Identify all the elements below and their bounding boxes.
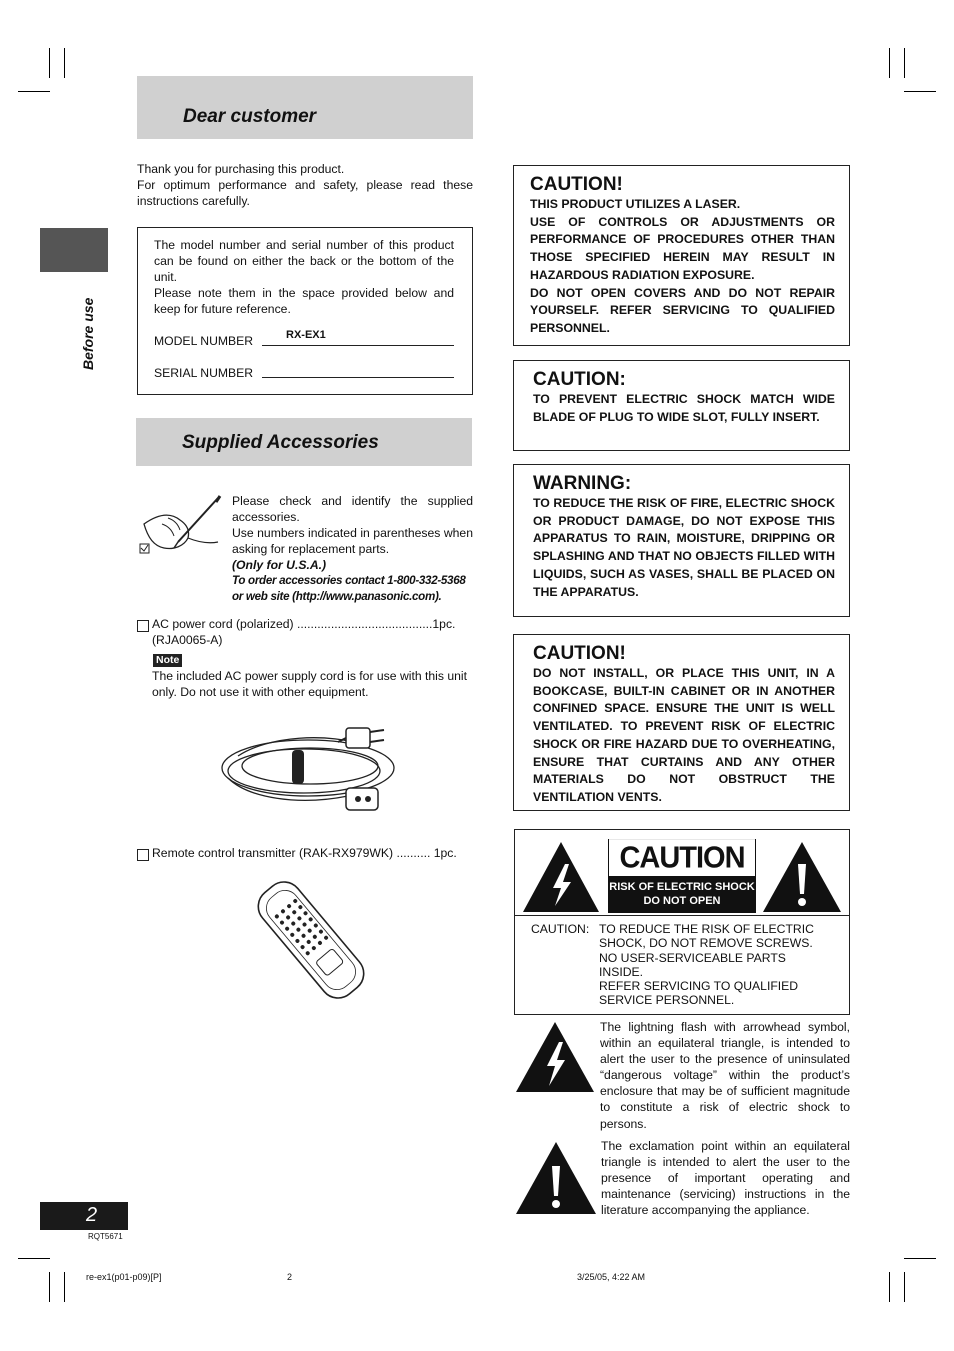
caution-install-title: CAUTION! bbox=[533, 643, 626, 664]
exclamation-triangle-icon bbox=[514, 1140, 598, 1216]
ac-power-cord-image bbox=[218, 716, 408, 818]
caution-plate-sub-2: DO NOT OPEN bbox=[643, 895, 721, 907]
accessories-heading: Supplied Accessories bbox=[182, 432, 379, 453]
ac-cord-checkbox[interactable] bbox=[137, 620, 149, 632]
crop-mark bbox=[18, 1258, 50, 1259]
warning-box bbox=[513, 464, 850, 617]
usa-only-label: (Only for U.S.A.) bbox=[232, 558, 327, 572]
footer-file-name: re-ex1(p01-p09)[P] bbox=[86, 1272, 162, 1282]
crop-mark bbox=[49, 48, 50, 78]
crop-mark bbox=[904, 48, 905, 78]
serial-number-label: SERIAL NUMBER bbox=[154, 366, 254, 380]
caution-label-line: TO REDUCE THE RISK OF ELECTRIC bbox=[599, 922, 814, 936]
crop-mark bbox=[18, 91, 50, 92]
caution-label-line: SERVICE PERSONNEL. bbox=[599, 993, 735, 1008]
accessories-header bbox=[136, 418, 472, 466]
crop-mark bbox=[904, 1272, 905, 1302]
accessories-instructions bbox=[232, 493, 473, 605]
order-accessories-text: To order accessories contact 1-800-332-5368 or web site (http://www.panasonic.com). bbox=[232, 574, 466, 603]
caution-label-line: NO USER-SERVICEABLE PARTS bbox=[599, 950, 786, 965]
ac-cord-line-2: (RJA0065-A) bbox=[152, 633, 223, 647]
caution-label-line: SHOCK, DO NOT REMOVE SCREWS. bbox=[599, 936, 813, 951]
remote-control-image bbox=[250, 880, 372, 1000]
crop-mark bbox=[904, 91, 936, 92]
crop-mark bbox=[49, 1272, 50, 1302]
remote-item: Remote control transmitter (RAK-RX979WK) .......... 1pc. bbox=[152, 846, 457, 860]
caution-plate-title: CAUTION bbox=[609, 839, 755, 877]
caution-laser-title: CAUTION! bbox=[530, 174, 623, 195]
caution-label-line: INSIDE. bbox=[599, 964, 644, 979]
serial-number-line bbox=[262, 377, 454, 378]
note-text: The included AC power supply cord is for use with this unit only. Do not use it with other equipment. bbox=[152, 669, 467, 699]
accessories-use-text: Use numbers indicated in parentheses when asking for replacement parts. bbox=[232, 526, 473, 556]
page-number-tab bbox=[40, 1202, 128, 1230]
model-number-label: MODEL NUMBER bbox=[154, 334, 254, 348]
intro-line-1: Thank you for purchasing this product. bbox=[137, 162, 345, 176]
caution-plug-text: TO PREVENT ELECTRIC SHOCK MATCH WIDE BLADE OF PLUG TO WIDE SLOT, FULLY INSERT. bbox=[533, 392, 835, 424]
warning-title: WARNING: bbox=[533, 473, 632, 494]
caution-label-lines bbox=[599, 922, 814, 1008]
dear-customer-heading: Dear customer bbox=[183, 106, 317, 127]
caution-plate-subtitle bbox=[609, 876, 755, 912]
model-number-line bbox=[262, 345, 454, 346]
caution-laser-box bbox=[513, 165, 850, 346]
model-box-text-1: The model number and serial number of this product can be found on either the back or the bottom of the unit. bbox=[154, 238, 454, 284]
caution-plate-sub-1: RISK OF ELECTRIC SHOCK bbox=[609, 881, 755, 893]
footer-center-number: 2 bbox=[287, 1272, 293, 1282]
exclamation-triangle-icon bbox=[761, 840, 843, 914]
side-tab-label: Before use bbox=[80, 297, 96, 370]
caution-label-divider bbox=[515, 915, 849, 916]
crop-mark bbox=[889, 48, 890, 78]
caution-label-line: REFER SERVICING TO QUALIFIED bbox=[599, 979, 799, 994]
note-badge: Note bbox=[153, 654, 182, 667]
footer-date: 3/25/05, 4:22 AM bbox=[577, 1272, 646, 1282]
exclamation-symbol-text: The exclamation point within an equilateral triangle is intended to alert the user to the presence of important operating and maintenance (servicing) instructions in the literature accompanying the appliance. bbox=[601, 1139, 850, 1217]
crop-mark bbox=[904, 1258, 936, 1259]
caution-laser-line-1: THIS PRODUCT UTILIZES A LASER. bbox=[530, 197, 741, 211]
page-number: 2 bbox=[86, 1204, 98, 1226]
doc-code: RQT5671 bbox=[88, 1232, 123, 1241]
caution-label-prefix: CAUTION: bbox=[531, 922, 590, 936]
caution-plate bbox=[608, 839, 756, 913]
remote-checkbox[interactable] bbox=[137, 849, 149, 861]
model-number-value: RX-EX1 bbox=[286, 329, 326, 341]
lightning-triangle-icon bbox=[521, 840, 601, 914]
model-box-text bbox=[154, 237, 454, 317]
ac-cord-item bbox=[152, 616, 473, 648]
ac-cord-line-1: AC power cord (polarized) ........................................1pc. bbox=[152, 617, 456, 631]
warning-text: TO REDUCE THE RISK OF FIRE, ELECTRIC SHOCK OR PRODUCT DAMAGE, DO NOT EXPOSE THIS APPARATUS TO RAIN, MOISTURE, DRIPPING OR SPLASHING AND THAT NO OBJECTS FILLED WITH LIQUIDS, SUCH AS VASES, SHALL BE PLACED ON THE APPARATUS. bbox=[533, 496, 835, 599]
caution-install-text: DO NOT INSTALL, OR PLACE THIS UNIT, IN A BOOKCASE, BUILT-IN CABINET OR IN ANOTHER CONFINED SPACE. ENSURE THE UNIT IS WELL VENTILATED. TO PREVENT RISK OF ELECTRIC SHOCK OR FIRE HAZARD DUE TO OVERHEATING, ENSURE THAT CURTAINS AND ANY OTHER MATERIALS DO NOT OBSTRUCT THE VENTILATION VENTS. bbox=[533, 666, 835, 804]
dear-customer-header bbox=[137, 76, 473, 139]
dear-customer-intro bbox=[137, 161, 473, 209]
crop-mark bbox=[64, 1272, 65, 1302]
model-number-box bbox=[137, 227, 473, 395]
caution-plug-title: CAUTION: bbox=[533, 369, 626, 390]
caution-plug-box bbox=[513, 360, 850, 451]
caution-laser-line-3: DO NOT OPEN COVERS AND DO NOT REPAIR YOURSELF. REFER SERVICING TO QUALIFIED PERSONNEL. bbox=[530, 285, 835, 335]
crop-mark bbox=[889, 1272, 890, 1302]
caution-label-box bbox=[514, 829, 850, 1015]
lightning-triangle-icon bbox=[514, 1020, 596, 1094]
lightning-symbol-text: The lightning flash with arrowhead symbol, within an equilateral triangle, is intended to alert the user to the presence of uninsulated “dangerous voltage” within the product’s enclosure that may be of sufficient magnitude to constitute a risk of electric shock to persons. bbox=[600, 1020, 850, 1131]
accessories-check-text: Please check and identify the supplied accessories. bbox=[232, 494, 473, 524]
hand-writing-icon bbox=[138, 494, 224, 558]
caution-laser-line-2: USE OF CONTROLS OR ADJUSTMENTS OR PERFORMANCE OF PROCEDURES OTHER THAN THOSE SPECIFIED HEREIN MAY RESULT IN HAZARDOUS RADIATION EXPOSURE. bbox=[530, 214, 835, 282]
side-tab bbox=[40, 228, 108, 272]
caution-install-box bbox=[513, 634, 850, 811]
crop-mark bbox=[64, 48, 65, 78]
intro-line-2: For optimum performance and safety, please read these instructions carefully. bbox=[137, 178, 473, 208]
model-box-text-2: Please note them in the space provided below and keep for future reference. bbox=[154, 286, 454, 316]
